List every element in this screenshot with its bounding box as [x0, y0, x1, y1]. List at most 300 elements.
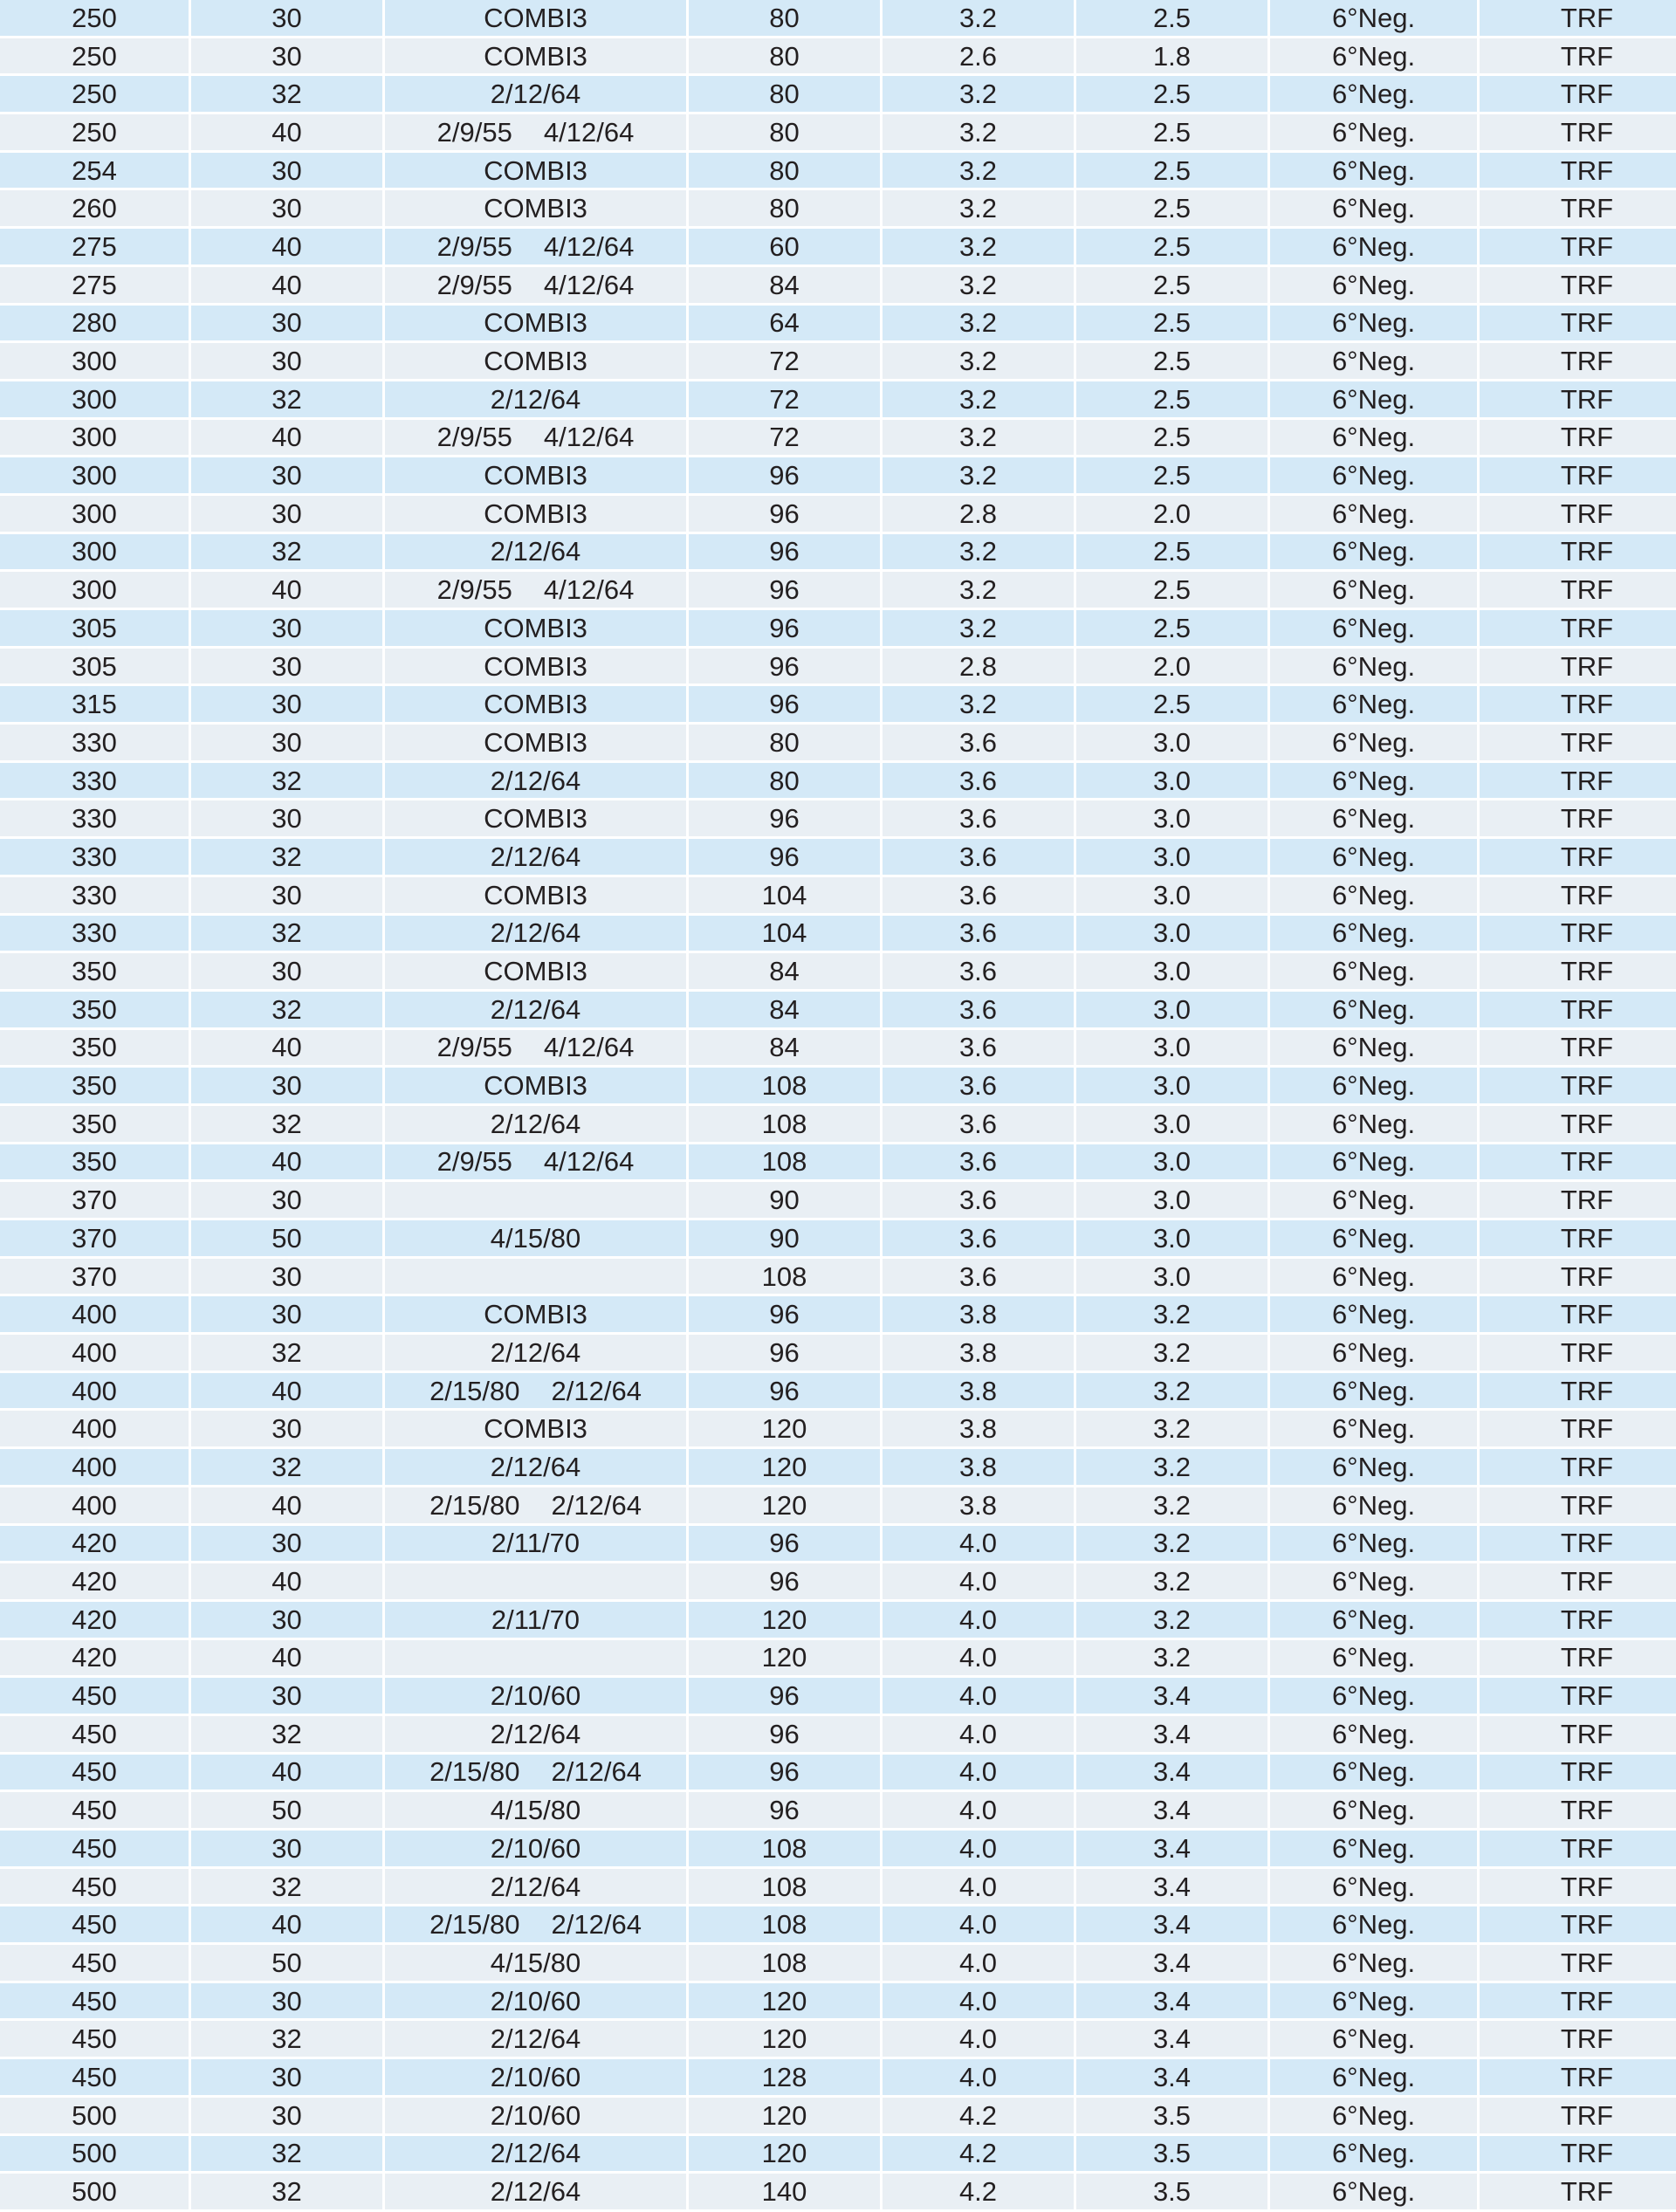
- table-cell-col_4: 84: [689, 992, 880, 1030]
- table-cell-col_2: 32: [191, 763, 382, 801]
- table-cell-col_6: 3.4: [1076, 1983, 1267, 2022]
- table-cell-col_3: 2/10/60: [385, 2098, 686, 2136]
- table-row: [0, 2021, 1676, 2059]
- table-cell-col_6: 3.0: [1076, 763, 1267, 801]
- table-cell-col_3: 2/12/64: [385, 1449, 686, 1487]
- table-row: [0, 1792, 1676, 1831]
- table-cell-col_2: 40: [191, 229, 382, 267]
- table-row: [0, 2059, 1676, 2098]
- table-cell-col_8: TRF: [1480, 763, 1676, 801]
- table-cell-col_4: 72: [689, 343, 880, 381]
- table-cell-col_8: TRF: [1480, 2136, 1676, 2174]
- table-row: [0, 1906, 1676, 1945]
- table-cell-col_3: COMBI3: [385, 1411, 686, 1449]
- table-cell-col_8: TRF: [1480, 1755, 1676, 1793]
- table-cell-col_5: 3.2: [883, 572, 1074, 610]
- table-cell-col_5: 2.8: [883, 496, 1074, 534]
- table-cell-col_7: 6°Neg.: [1270, 1563, 1477, 1602]
- table-cell-col_1: 450: [0, 1678, 189, 1716]
- table-cell-col_4: 108: [689, 1144, 880, 1183]
- table-cell-col_1: 500: [0, 2136, 189, 2174]
- table-cell-col_8: TRF: [1480, 725, 1676, 763]
- table-cell-col_5: 4.0: [883, 1755, 1074, 1793]
- table-cell-col_6: 3.4: [1076, 1869, 1267, 1907]
- table-cell-col_8: TRF: [1480, 1373, 1676, 1412]
- table-row: [0, 992, 1676, 1030]
- table-cell-col_2: 32: [191, 2021, 382, 2059]
- table-cell-col_4: 96: [689, 1563, 880, 1602]
- table-cell-col_8: TRF: [1480, 1792, 1676, 1831]
- table-cell-col_5: 4.0: [883, 1869, 1074, 1907]
- table-cell-col_6: 3.4: [1076, 1906, 1267, 1945]
- table-cell-col_6: 2.5: [1076, 76, 1267, 114]
- table-cell-col_6: 2.5: [1076, 153, 1267, 191]
- table-cell-col_2: 40: [191, 1906, 382, 1945]
- table-cell-col_5: 3.6: [883, 953, 1074, 992]
- table-cell-col_1: 330: [0, 877, 189, 916]
- table-cell-col_2: 40: [191, 1487, 382, 1526]
- table-row: [0, 800, 1676, 839]
- table-cell-col_4: 80: [689, 0, 880, 38]
- table-cell-col_7: 6°Neg.: [1270, 1068, 1477, 1106]
- table-cell-col_4: 104: [689, 877, 880, 916]
- table-cell-col_1: 305: [0, 610, 189, 649]
- table-cell-col_3: COMBI3: [385, 457, 686, 496]
- table-cell-col_6: 3.0: [1076, 1144, 1267, 1183]
- table-cell-col_2: 30: [191, 1068, 382, 1106]
- table-cell-col_2: 30: [191, 686, 382, 725]
- table-row: [0, 267, 1676, 306]
- table-cell-col_5: 4.0: [883, 1792, 1074, 1831]
- table-cell-col_5: 2.6: [883, 38, 1074, 77]
- table-cell-col_1: 350: [0, 1068, 189, 1106]
- table-cell-col_3: COMBI3: [385, 649, 686, 687]
- table-cell-col_4: 120: [689, 2098, 880, 2136]
- table-cell-col_4: 96: [689, 496, 880, 534]
- table-cell-col_6: 2.5: [1076, 610, 1267, 649]
- table-cell-col_2: 30: [191, 0, 382, 38]
- table-cell-col_1: 280: [0, 306, 189, 344]
- table-cell-col_5: 4.0: [883, 1563, 1074, 1602]
- table-cell-col_3: 2/12/64: [385, 992, 686, 1030]
- table-cell-col_7: 6°Neg.: [1270, 76, 1477, 114]
- table-cell-col_7: 6°Neg.: [1270, 2098, 1477, 2136]
- table-cell-col_3: 2/11/70: [385, 1526, 686, 1564]
- table-row: [0, 1220, 1676, 1259]
- table-cell-col_2: 40: [191, 1563, 382, 1602]
- table-cell-col_1: 300: [0, 572, 189, 610]
- table-cell-col_6: 3.0: [1076, 1220, 1267, 1259]
- table-cell-col_7: 6°Neg.: [1270, 1716, 1477, 1755]
- table-cell-col_3: COMBI3: [385, 686, 686, 725]
- table-row: [0, 1983, 1676, 2022]
- table-cell-col_8: TRF: [1480, 1296, 1676, 1335]
- table-cell-col_7: 6°Neg.: [1270, 2059, 1477, 2098]
- table-cell-col_5: 2.8: [883, 649, 1074, 687]
- table-cell-col_7: 6°Neg.: [1270, 38, 1477, 77]
- table-cell-col_7: 6°Neg.: [1270, 1373, 1477, 1412]
- table-cell-col_2: 30: [191, 1182, 382, 1220]
- table-cell-col_5: 3.2: [883, 686, 1074, 725]
- table-cell-col_7: 6°Neg.: [1270, 306, 1477, 344]
- table-cell-col_1: 315: [0, 686, 189, 725]
- table-cell-col_8: TRF: [1480, 1983, 1676, 2022]
- table-cell-col_3: [385, 1259, 686, 1297]
- table-cell-col_1: 275: [0, 267, 189, 306]
- table-row: [0, 953, 1676, 992]
- table-cell-col_3: 2/12/64: [385, 763, 686, 801]
- table-cell-col_8: TRF: [1480, 800, 1676, 839]
- table-cell-col_1: 450: [0, 1755, 189, 1793]
- table-row: [0, 229, 1676, 267]
- table-cell-col_1: 420: [0, 1526, 189, 1564]
- table-cell-col_4: 120: [689, 1411, 880, 1449]
- table-cell-col_8: TRF: [1480, 1602, 1676, 1640]
- table-row: [0, 1755, 1676, 1793]
- table-cell-col_6: 3.0: [1076, 1068, 1267, 1106]
- table-cell-col_1: 330: [0, 916, 189, 954]
- table-cell-col_3: 2/12/64: [385, 916, 686, 954]
- table-cell-col_8: TRF: [1480, 38, 1676, 77]
- table-cell-col_2: 30: [191, 1602, 382, 1640]
- table-cell-col_8: TRF: [1480, 953, 1676, 992]
- table-cell-col_3: 2/12/64: [385, 534, 686, 573]
- table-cell-col_8: TRF: [1480, 2174, 1676, 2212]
- table-cell-col_3: COMBI3: [385, 800, 686, 839]
- table-cell-col_2: 40: [191, 114, 382, 153]
- table-cell-col_8: TRF: [1480, 1945, 1676, 1983]
- table-cell-col_6: 3.0: [1076, 1259, 1267, 1297]
- table-cell-col_3: COMBI3: [385, 153, 686, 191]
- table-cell-col_3: 2/15/80 2/12/64: [385, 1373, 686, 1412]
- table-cell-col_2: 40: [191, 1640, 382, 1679]
- table-cell-col_4: 96: [689, 1792, 880, 1831]
- table-row: [0, 1259, 1676, 1297]
- table-cell-col_3: COMBI3: [385, 306, 686, 344]
- table-cell-col_5: 3.6: [883, 1030, 1074, 1068]
- table-cell-col_7: 6°Neg.: [1270, 1296, 1477, 1335]
- table-cell-col_4: 96: [689, 800, 880, 839]
- table-cell-col_5: 3.2: [883, 114, 1074, 153]
- table-cell-col_6: 3.4: [1076, 2021, 1267, 2059]
- table-cell-col_3: 2/12/64: [385, 1716, 686, 1755]
- table-cell-col_1: 420: [0, 1563, 189, 1602]
- table-cell-col_7: 6°Neg.: [1270, 1869, 1477, 1907]
- table-cell-col_8: TRF: [1480, 1831, 1676, 1869]
- table-row: [0, 1869, 1676, 1907]
- table-row: [0, 534, 1676, 573]
- table-cell-col_3: 2/10/60: [385, 1983, 686, 2022]
- table-cell-col_4: 80: [689, 114, 880, 153]
- table-cell-col_3: 4/15/80: [385, 1792, 686, 1831]
- table-cell-col_7: 6°Neg.: [1270, 610, 1477, 649]
- table-cell-col_6: 3.5: [1076, 2136, 1267, 2174]
- table-cell-col_1: 305: [0, 649, 189, 687]
- table-cell-col_5: 4.2: [883, 2098, 1074, 2136]
- table-cell-col_8: TRF: [1480, 457, 1676, 496]
- table-cell-col_7: 6°Neg.: [1270, 649, 1477, 687]
- table-cell-col_8: TRF: [1480, 534, 1676, 573]
- table-cell-col_5: 4.0: [883, 1906, 1074, 1945]
- table-cell-col_6: 3.4: [1076, 1755, 1267, 1793]
- table-cell-col_6: 3.4: [1076, 1678, 1267, 1716]
- table-cell-col_8: TRF: [1480, 1411, 1676, 1449]
- table-cell-col_4: 128: [689, 2059, 880, 2098]
- table-cell-col_7: 6°Neg.: [1270, 1831, 1477, 1869]
- table-cell-col_6: 3.2: [1076, 1640, 1267, 1679]
- table-cell-col_1: 450: [0, 1945, 189, 1983]
- table-cell-col_5: 3.2: [883, 420, 1074, 458]
- table-cell-col_4: 108: [689, 1831, 880, 1869]
- table-cell-col_8: TRF: [1480, 1526, 1676, 1564]
- table-cell-col_3: 2/15/80 2/12/64: [385, 1755, 686, 1793]
- table-cell-col_7: 6°Neg.: [1270, 1335, 1477, 1373]
- table-cell-col_7: 6°Neg.: [1270, 572, 1477, 610]
- table-cell-col_2: 30: [191, 190, 382, 229]
- table-cell-col_8: TRF: [1480, 229, 1676, 267]
- table-cell-col_5: 3.2: [883, 190, 1074, 229]
- table-cell-col_2: 40: [191, 420, 382, 458]
- table-cell-col_4: 96: [689, 1296, 880, 1335]
- table-cell-col_4: 80: [689, 763, 880, 801]
- table-cell-col_6: 3.0: [1076, 992, 1267, 1030]
- table-row: [0, 1526, 1676, 1564]
- table-cell-col_7: 6°Neg.: [1270, 1220, 1477, 1259]
- table-cell-col_6: 3.0: [1076, 1182, 1267, 1220]
- table-cell-col_5: 3.6: [883, 763, 1074, 801]
- table-cell-col_4: 108: [689, 1869, 880, 1907]
- table-cell-col_5: 4.0: [883, 1983, 1074, 2022]
- table-row: [0, 496, 1676, 534]
- table-cell-col_2: 30: [191, 343, 382, 381]
- table-cell-col_4: 84: [689, 1030, 880, 1068]
- table-cell-col_3: 2/9/55 4/12/64: [385, 229, 686, 267]
- table-cell-col_3: COMBI3: [385, 725, 686, 763]
- table-cell-col_4: 80: [689, 76, 880, 114]
- table-row: [0, 1678, 1676, 1716]
- table-cell-col_3: COMBI3: [385, 1296, 686, 1335]
- table-cell-col_6: 3.2: [1076, 1296, 1267, 1335]
- table-cell-col_5: 4.0: [883, 1602, 1074, 1640]
- table-cell-col_1: 350: [0, 953, 189, 992]
- table-cell-col_1: 300: [0, 381, 189, 420]
- table-cell-col_2: 40: [191, 1373, 382, 1412]
- table-cell-col_7: 6°Neg.: [1270, 953, 1477, 992]
- table-cell-col_2: 30: [191, 1526, 382, 1564]
- table-cell-col_7: 6°Neg.: [1270, 2136, 1477, 2174]
- table-cell-col_2: 32: [191, 916, 382, 954]
- table-row: [0, 1030, 1676, 1068]
- table-cell-col_1: 450: [0, 1869, 189, 1907]
- table-cell-col_7: 6°Neg.: [1270, 496, 1477, 534]
- table-cell-col_6: 1.8: [1076, 38, 1267, 77]
- table-cell-col_8: TRF: [1480, 2098, 1676, 2136]
- table-cell-col_5: 4.0: [883, 1678, 1074, 1716]
- table-cell-col_2: 32: [191, 992, 382, 1030]
- table-cell-col_4: 96: [689, 686, 880, 725]
- table-cell-col_2: 30: [191, 1411, 382, 1449]
- table-cell-col_5: 3.8: [883, 1411, 1074, 1449]
- table-cell-col_1: 300: [0, 534, 189, 573]
- table-cell-col_1: 350: [0, 1144, 189, 1183]
- table-row: [0, 420, 1676, 458]
- table-cell-col_2: 32: [191, 839, 382, 877]
- table-cell-col_7: 6°Neg.: [1270, 1906, 1477, 1945]
- table-cell-col_3: [385, 1640, 686, 1679]
- table-cell-col_7: 6°Neg.: [1270, 992, 1477, 1030]
- table-cell-col_5: 4.0: [883, 1526, 1074, 1564]
- table-cell-col_5: 3.2: [883, 306, 1074, 344]
- table-cell-col_1: 400: [0, 1296, 189, 1335]
- table-cell-col_4: 96: [689, 534, 880, 573]
- table-cell-col_8: TRF: [1480, 916, 1676, 954]
- table-cell-col_1: 420: [0, 1602, 189, 1640]
- table-cell-col_2: 30: [191, 457, 382, 496]
- table-cell-col_1: 450: [0, 1792, 189, 1831]
- table-cell-col_3: [385, 1563, 686, 1602]
- table-cell-col_8: TRF: [1480, 381, 1676, 420]
- table-cell-col_1: 250: [0, 38, 189, 77]
- table-cell-col_5: 3.2: [883, 534, 1074, 573]
- table-cell-col_8: TRF: [1480, 1640, 1676, 1679]
- table-cell-col_2: 32: [191, 534, 382, 573]
- table-row: [0, 76, 1676, 114]
- table-row: [0, 839, 1676, 877]
- table-cell-col_8: TRF: [1480, 1487, 1676, 1526]
- table-cell-col_7: 6°Neg.: [1270, 1678, 1477, 1716]
- table-cell-col_2: 32: [191, 381, 382, 420]
- table-cell-col_7: 6°Neg.: [1270, 1449, 1477, 1487]
- table-cell-col_6: 2.5: [1076, 457, 1267, 496]
- table-cell-col_6: 3.0: [1076, 1106, 1267, 1144]
- table-cell-col_2: 30: [191, 649, 382, 687]
- table-cell-col_6: 2.5: [1076, 343, 1267, 381]
- table-cell-col_3: 2/12/64: [385, 2136, 686, 2174]
- table-cell-col_3: 2/12/64: [385, 1335, 686, 1373]
- table-cell-col_6: 2.5: [1076, 0, 1267, 38]
- table-cell-col_3: 2/9/55 4/12/64: [385, 114, 686, 153]
- table-cell-col_3: 2/12/64: [385, 2174, 686, 2212]
- table-cell-col_3: 2/9/55 4/12/64: [385, 420, 686, 458]
- table-row: [0, 1831, 1676, 1869]
- table-cell-col_4: 96: [689, 572, 880, 610]
- table-cell-col_1: 500: [0, 2174, 189, 2212]
- table-cell-col_5: 3.6: [883, 992, 1074, 1030]
- table-row: [0, 649, 1676, 687]
- table-cell-col_3: 2/11/70: [385, 1602, 686, 1640]
- table-cell-col_7: 6°Neg.: [1270, 1144, 1477, 1183]
- table-cell-col_4: 96: [689, 1526, 880, 1564]
- table-cell-col_8: TRF: [1480, 1869, 1676, 1907]
- table-cell-col_2: 50: [191, 1220, 382, 1259]
- table-cell-col_6: 3.2: [1076, 1563, 1267, 1602]
- table-cell-col_6: 3.0: [1076, 800, 1267, 839]
- table-cell-col_7: 6°Neg.: [1270, 1945, 1477, 1983]
- table-cell-col_1: 350: [0, 1106, 189, 1144]
- table-cell-col_5: 4.0: [883, 1945, 1074, 1983]
- table-cell-col_1: 300: [0, 343, 189, 381]
- table-row: [0, 0, 1676, 38]
- table-cell-col_5: 3.2: [883, 76, 1074, 114]
- table-cell-col_1: 400: [0, 1449, 189, 1487]
- table-cell-col_8: TRF: [1480, 686, 1676, 725]
- table-cell-col_5: 3.2: [883, 267, 1074, 306]
- table-cell-col_8: TRF: [1480, 1335, 1676, 1373]
- table-cell-col_4: 90: [689, 1182, 880, 1220]
- table-cell-col_2: 50: [191, 1792, 382, 1831]
- table-cell-col_6: 2.0: [1076, 496, 1267, 534]
- table-cell-col_6: 2.5: [1076, 267, 1267, 306]
- table-cell-col_2: 32: [191, 2174, 382, 2212]
- table-cell-col_5: 3.6: [883, 1259, 1074, 1297]
- table-cell-col_6: 2.5: [1076, 306, 1267, 344]
- table-cell-col_8: TRF: [1480, 343, 1676, 381]
- table-row: [0, 1411, 1676, 1449]
- table-cell-col_8: TRF: [1480, 1182, 1676, 1220]
- table-row: [0, 457, 1676, 496]
- table-cell-col_4: 96: [689, 610, 880, 649]
- table-cell-col_5: 3.6: [883, 1106, 1074, 1144]
- table-cell-col_8: TRF: [1480, 1068, 1676, 1106]
- table-cell-col_5: 3.2: [883, 610, 1074, 649]
- table-cell-col_4: 90: [689, 1220, 880, 1259]
- table-row: [0, 610, 1676, 649]
- table-cell-col_5: 3.8: [883, 1296, 1074, 1335]
- table-cell-col_7: 6°Neg.: [1270, 1030, 1477, 1068]
- table-cell-col_4: 108: [689, 1259, 880, 1297]
- table-row: [0, 190, 1676, 229]
- table-cell-col_4: 96: [689, 1755, 880, 1793]
- table-cell-col_5: 4.0: [883, 1716, 1074, 1755]
- table-cell-col_3: COMBI3: [385, 190, 686, 229]
- table-cell-col_1: 400: [0, 1487, 189, 1526]
- table-cell-col_2: 30: [191, 1831, 382, 1869]
- table-cell-col_6: 2.0: [1076, 649, 1267, 687]
- table-cell-col_4: 84: [689, 267, 880, 306]
- table-cell-col_7: 6°Neg.: [1270, 1526, 1477, 1564]
- table-cell-col_6: 3.0: [1076, 725, 1267, 763]
- table-cell-col_6: 3.0: [1076, 1030, 1267, 1068]
- table-row: [0, 916, 1676, 954]
- table-cell-col_8: TRF: [1480, 1449, 1676, 1487]
- table-cell-col_7: 6°Neg.: [1270, 153, 1477, 191]
- table-row: [0, 1487, 1676, 1526]
- table-cell-col_5: 4.2: [883, 2174, 1074, 2212]
- table-cell-col_7: 6°Neg.: [1270, 1182, 1477, 1220]
- table-cell-col_7: 6°Neg.: [1270, 1487, 1477, 1526]
- table-row: [0, 1335, 1676, 1373]
- table-cell-col_8: TRF: [1480, 610, 1676, 649]
- table-cell-col_3: COMBI3: [385, 38, 686, 77]
- table-cell-col_4: 80: [689, 190, 880, 229]
- table-cell-col_1: 450: [0, 1716, 189, 1755]
- table-cell-col_1: 370: [0, 1259, 189, 1297]
- table-cell-col_5: 3.6: [883, 916, 1074, 954]
- table-cell-col_8: TRF: [1480, 190, 1676, 229]
- table-cell-col_6: 3.2: [1076, 1449, 1267, 1487]
- table-cell-col_2: 30: [191, 38, 382, 77]
- table-cell-col_4: 108: [689, 1068, 880, 1106]
- table-cell-col_6: 3.2: [1076, 1411, 1267, 1449]
- table-cell-col_4: 120: [689, 2136, 880, 2174]
- table-cell-col_6: 3.4: [1076, 2059, 1267, 2098]
- table-cell-col_1: 330: [0, 763, 189, 801]
- table-cell-col_1: 300: [0, 496, 189, 534]
- table-cell-col_8: TRF: [1480, 839, 1676, 877]
- table-cell-col_1: 420: [0, 1640, 189, 1679]
- table-cell-col_7: 6°Neg.: [1270, 1106, 1477, 1144]
- table-cell-col_3: 2/9/55 4/12/64: [385, 267, 686, 306]
